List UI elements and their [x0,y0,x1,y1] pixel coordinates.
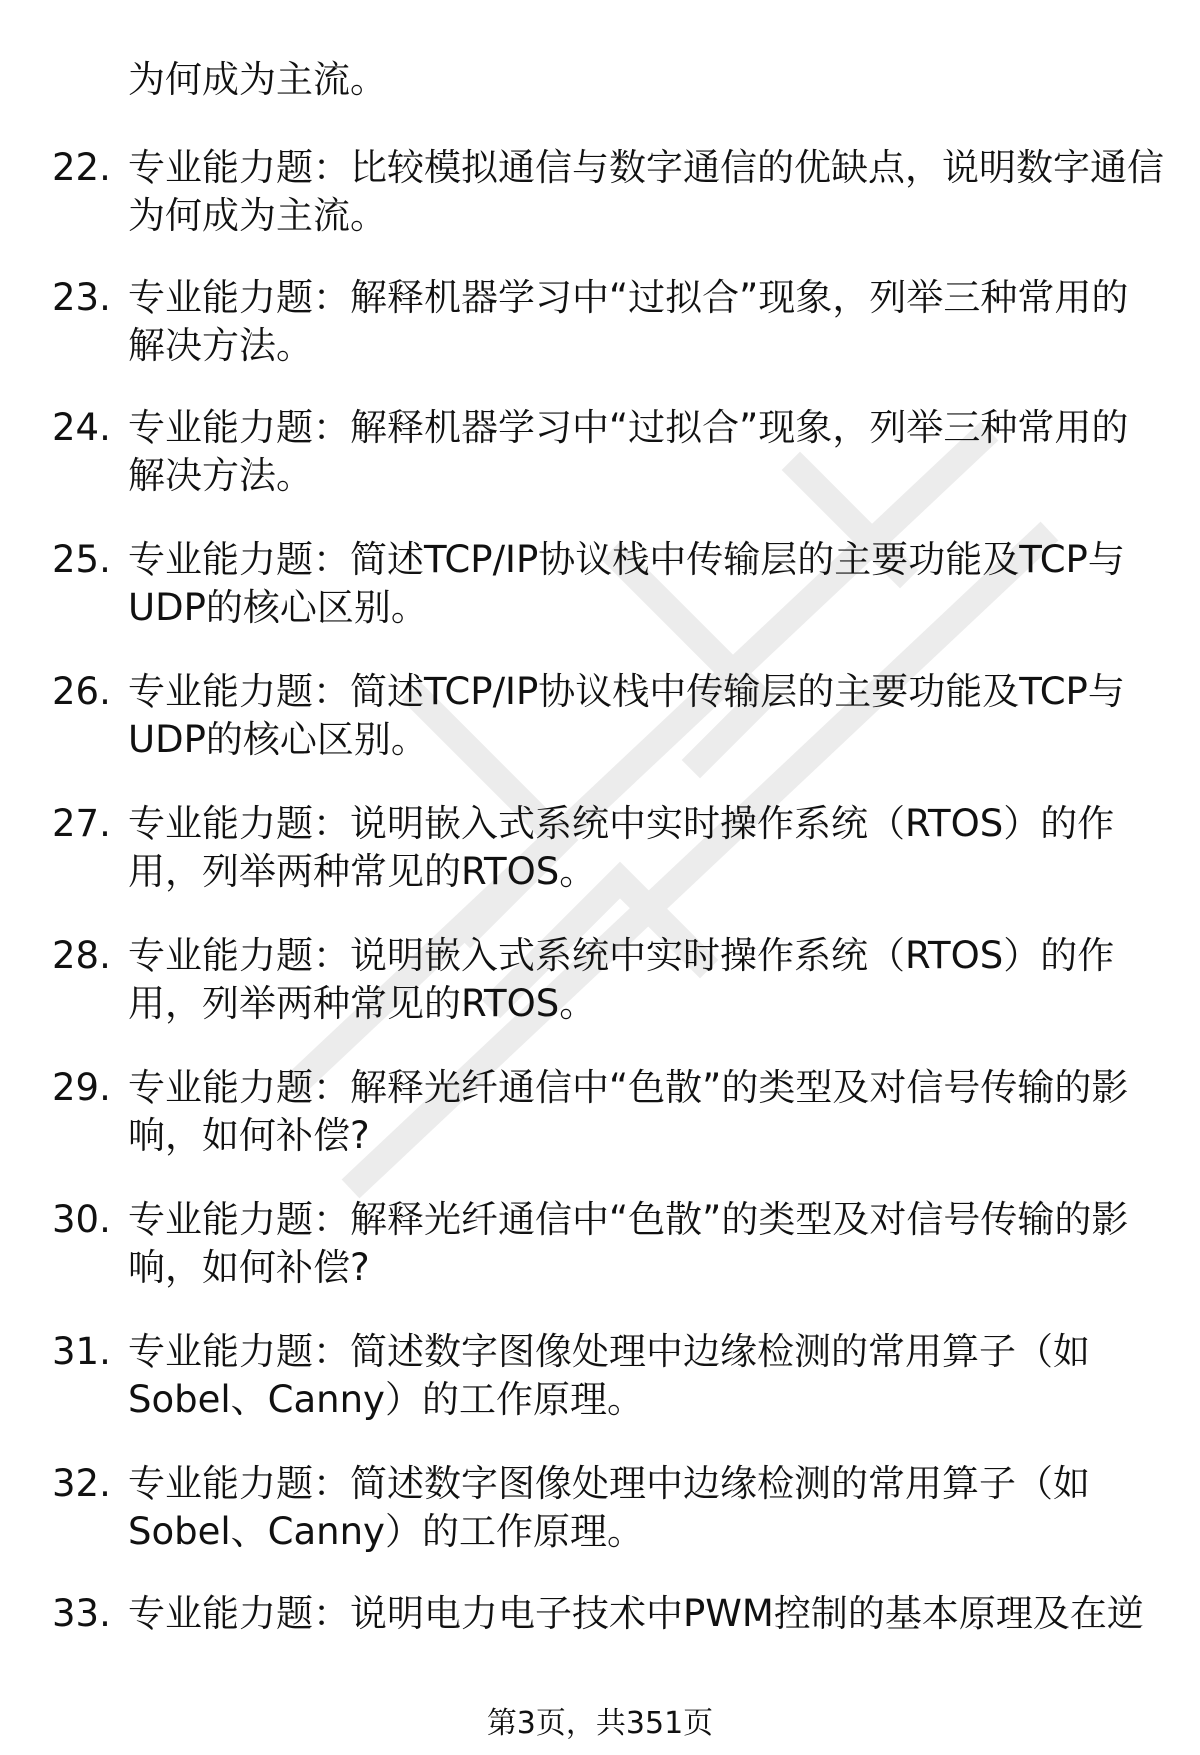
item-text-line1: 专业能力题：简述TCP/IP协议栈中传输层的主要功能及TCP与 [128,538,1125,581]
item-text-line1: 专业能力题：简述数字图像处理中边缘检测的常用算子（如 [128,1330,1090,1373]
item-text-line2: 响，如何补偿? [128,1246,370,1289]
item-number: 25. [52,538,111,581]
item-number: 32. [52,1462,111,1505]
item-text-line1: 专业能力题：比较模拟通信与数字通信的优缺点，说明数字通信 [128,146,1164,189]
item-text-line2: UDP的核心区别。 [128,718,428,761]
item-text-line2: 响，如何补偿? [128,1114,370,1157]
item-number: 26. [52,670,111,713]
item-number: 27. [52,802,111,845]
item-text-line2: 解决方法。 [128,454,313,497]
item-number: 30. [52,1198,111,1241]
item-text-line1: 专业能力题：说明嵌入式系统中实时操作系统（RTOS）的作 [128,802,1115,845]
item-number: 28. [52,934,111,977]
item-text-line1: 专业能力题：解释机器学习中“过拟合”现象，列举三种常用的 [128,406,1129,449]
item-number: 23. [52,276,111,319]
item-text-line1: 专业能力题：说明嵌入式系统中实时操作系统（RTOS）的作 [128,934,1115,977]
item-text-line1: 专业能力题：解释机器学习中“过拟合”现象，列举三种常用的 [128,276,1129,319]
continuation-line: 为何成为主流。 [128,58,387,101]
item-text-line2: 用，列举两种常见的RTOS。 [128,850,597,893]
item-text-line1: 专业能力题：说明电力电子技术中PWM控制的基本原理及在逆 [128,1592,1144,1635]
item-text-line1: 专业能力题：解释光纤通信中“色散”的类型及对信号传输的影 [128,1198,1129,1241]
item-text-line2: UDP的核心区别。 [128,586,428,629]
item-number: 33. [52,1592,111,1635]
item-number: 29. [52,1066,111,1109]
item-number: 24. [52,406,111,449]
page-footer: 第3页，共351页 [486,1706,714,1741]
item-text-line2: Sobel、Canny）的工作原理。 [128,1378,644,1421]
item-text-line2: 用，列举两种常见的RTOS。 [128,982,597,1025]
item-text-line2: 为何成为主流。 [128,194,387,237]
item-text-line1: 专业能力题：简述数字图像处理中边缘检测的常用算子（如 [128,1462,1090,1505]
item-number: 22. [52,146,111,189]
item-text-line2: Sobel、Canny）的工作原理。 [128,1510,644,1553]
item-text-line1: 专业能力题：简述TCP/IP协议栈中传输层的主要功能及TCP与 [128,670,1125,713]
item-text-line1: 专业能力题：解释光纤通信中“色散”的类型及对信号传输的影 [128,1066,1129,1109]
item-number: 31. [52,1330,111,1373]
item-text-line2: 解决方法。 [128,324,313,367]
